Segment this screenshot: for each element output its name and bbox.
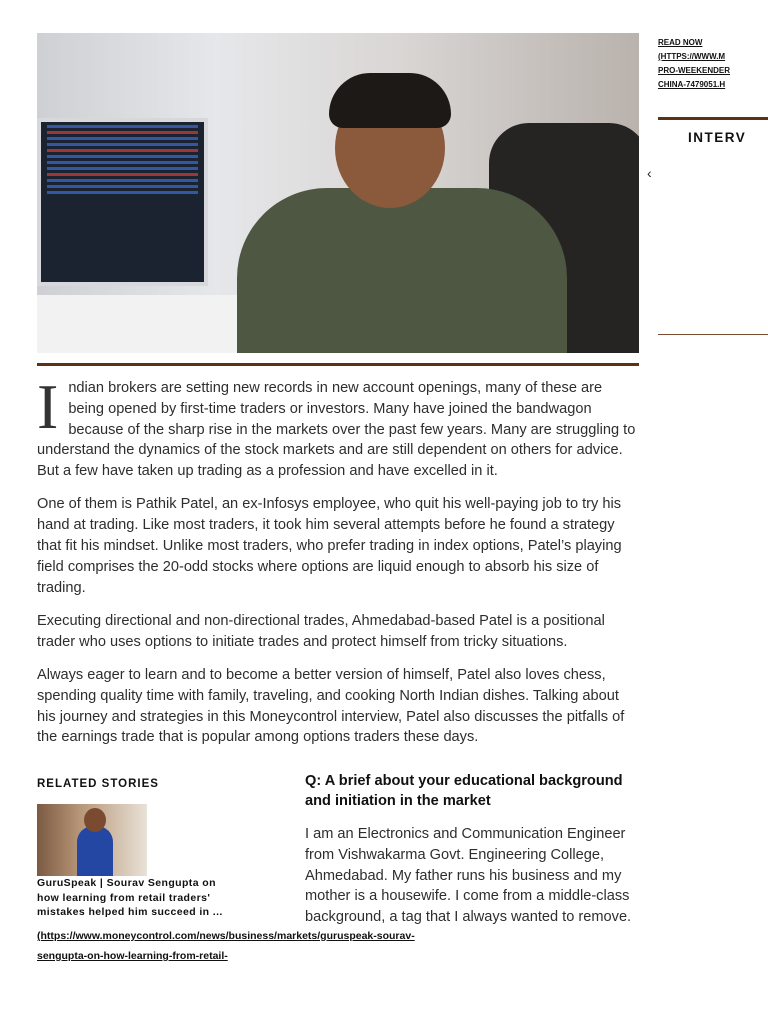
related-story-caption[interactable]: GuruSpeak | Sourav Sengupta on how learning from retail traders' mistakes helped him succeed in ...: [37, 877, 223, 918]
person-body-graphic: [237, 188, 567, 353]
chevron-left-icon[interactable]: ‹: [647, 165, 652, 181]
monitor-graphic: [37, 118, 208, 286]
sidebar-bottom-divider: [658, 334, 768, 335]
related-story-link[interactable]: (https://www.moneycontrol.com/news/business/markets/guruspeak-sourav-sengupta-on-how-learning-from-retail-: [37, 930, 415, 962]
article-paragraph-3: Executing directional and non-directional trades, Ahmedabad-based Patel is a positional trader who uses options to initiate trades and protect himself from tricky situations.: [37, 612, 605, 650]
article-paragraph-4: Always eager to learn and to become a better version of himself, Patel also loves chess, spending quality time with family, traveling, and cooking North Indian dishes. Talking about his journey and strategies in this Moneycontrol interview, Patel also discusses the pitfalls of the earnings trade that is popular among options traders these days.: [37, 667, 625, 746]
drop-cap: I: [37, 371, 59, 442]
qa-section: [305, 771, 641, 928]
person-hair-graphic: [329, 73, 451, 128]
article-body: [37, 371, 639, 761]
sidebar-divider: [658, 117, 768, 120]
related-stories-title: RELATED STORIES: [37, 778, 159, 790]
related-story-thumbnail[interactable]: [37, 804, 147, 876]
qa-answer: I am an Electronics and Communication Engineer from Vishwakarma Govt. Engineering College, Ahmedabad. My father runs his business and my mother is a housewife. I come from a middle-class background, a tag that I always wanted to remove.: [305, 826, 632, 926]
qa-question: Q: A brief about your educational background and initiation in the market: [305, 773, 623, 809]
hero-divider: [37, 363, 639, 366]
sidebar-read-now-link[interactable]: READ NOW (HTTPS://WWW.M PRO-WEEKENDER CHINA-7479051.H: [658, 38, 731, 89]
sidebar-heading: INTERV: [688, 130, 747, 145]
article-paragraph-2: One of them is Pathik Patel, an ex-Infosys employee, who quit his well-paying job to try his hand at trading. Like most traders, it took him several attempts before he found a strategy that fit his mindset. Unlike most traders, who prefer trading in index options, Patel’s playing field comprises the 20-odd stocks where options are liquid enough to absorb his size of trading.: [37, 496, 622, 596]
article-paragraph-1: Indian brokers are setting new records in new account openings, many of these are being opened by first-time traders or investors. Many have joined the bandwagon because of the sharp rise in the markets over the past few years. Many are struggling to understand the dynamics of the stock markets and are still dependent on others for advice. But a few have taken up trading as a profession and have excelled in it.: [37, 371, 636, 480]
hero-image: [37, 33, 639, 353]
